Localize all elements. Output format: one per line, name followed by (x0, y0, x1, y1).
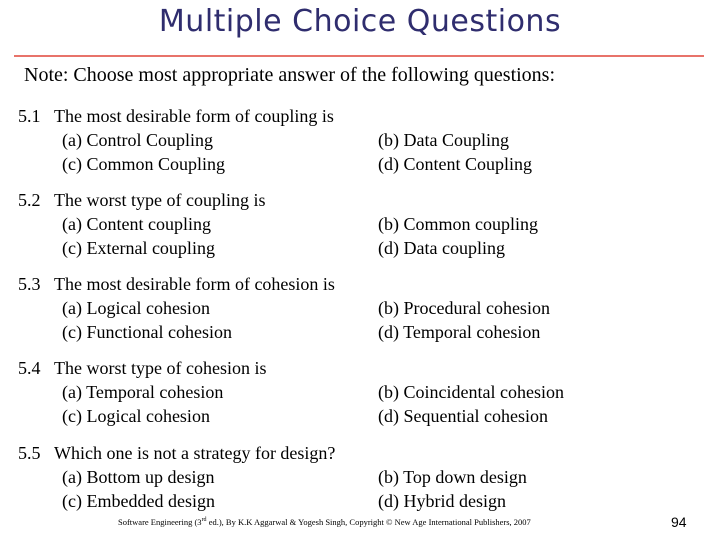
question-number: 5.3 (18, 274, 41, 294)
option-a: (a) Temporal cohesion (62, 382, 224, 402)
title-divider (14, 55, 704, 57)
question-text: The worst type of cohesion is (54, 358, 267, 378)
option-a: (a) Content coupling (62, 214, 211, 234)
question-stem (18, 104, 334, 128)
question-number: 5.5 (18, 443, 41, 463)
option-c: (c) Functional cohesion (62, 322, 232, 342)
option-c: (c) External coupling (62, 238, 215, 258)
question-stem (18, 356, 266, 380)
question-text: The worst type of coupling is (54, 190, 266, 210)
option-a: (a) Bottom up design (62, 467, 215, 487)
footer-text-pre: Software Engineering (3 (118, 517, 202, 527)
option-a: (a) Control Coupling (62, 130, 213, 150)
question-stem (18, 272, 335, 296)
option-c: (c) Common Coupling (62, 154, 225, 174)
question-block (18, 188, 265, 212)
option-d: (d) Hybrid design (378, 491, 506, 511)
option-b: (b) Coincidental cohesion (378, 382, 564, 402)
question-text: The most desirable form of cohesion is (54, 274, 335, 294)
slide-title: Multiple Choice Questions (158, 4, 562, 39)
question-block (18, 356, 266, 380)
option-c: (c) Logical cohesion (62, 406, 210, 426)
footer-text-post: ed.), By K.K Aggarwal & Yogesh Singh, Copyright © New Age International Publishers, 2007 (206, 517, 531, 527)
question-stem (18, 441, 335, 465)
option-d: (d) Sequential cohesion (378, 406, 548, 426)
question-block (18, 272, 335, 296)
option-b: (b) Data Coupling (378, 130, 509, 150)
question-text: Which one is not a strategy for design? (54, 443, 336, 463)
option-c: (c) Embedded design (62, 491, 215, 511)
question-stem (18, 188, 265, 212)
option-d: (d) Content Coupling (378, 154, 532, 174)
footer-superscript: rd (201, 517, 207, 524)
option-b: (b) Procedural cohesion (378, 298, 550, 318)
option-b: (b) Common coupling (378, 214, 538, 234)
question-block (18, 104, 334, 128)
option-b: (b) Top down design (378, 467, 527, 487)
question-text: The most desirable form of coupling is (54, 106, 334, 126)
option-d: (d) Data coupling (378, 238, 505, 258)
instruction-note: Note: Choose most appropriate answer of the following questions: (24, 64, 556, 86)
question-number: 5.4 (18, 358, 41, 378)
question-number: 5.1 (18, 106, 41, 126)
option-a: (a) Logical cohesion (62, 298, 210, 318)
question-block (18, 441, 335, 465)
page-number: 94 (671, 514, 687, 530)
option-d: (d) Temporal cohesion (378, 322, 541, 342)
question-number: 5.2 (18, 190, 41, 210)
footer-citation (118, 517, 531, 527)
